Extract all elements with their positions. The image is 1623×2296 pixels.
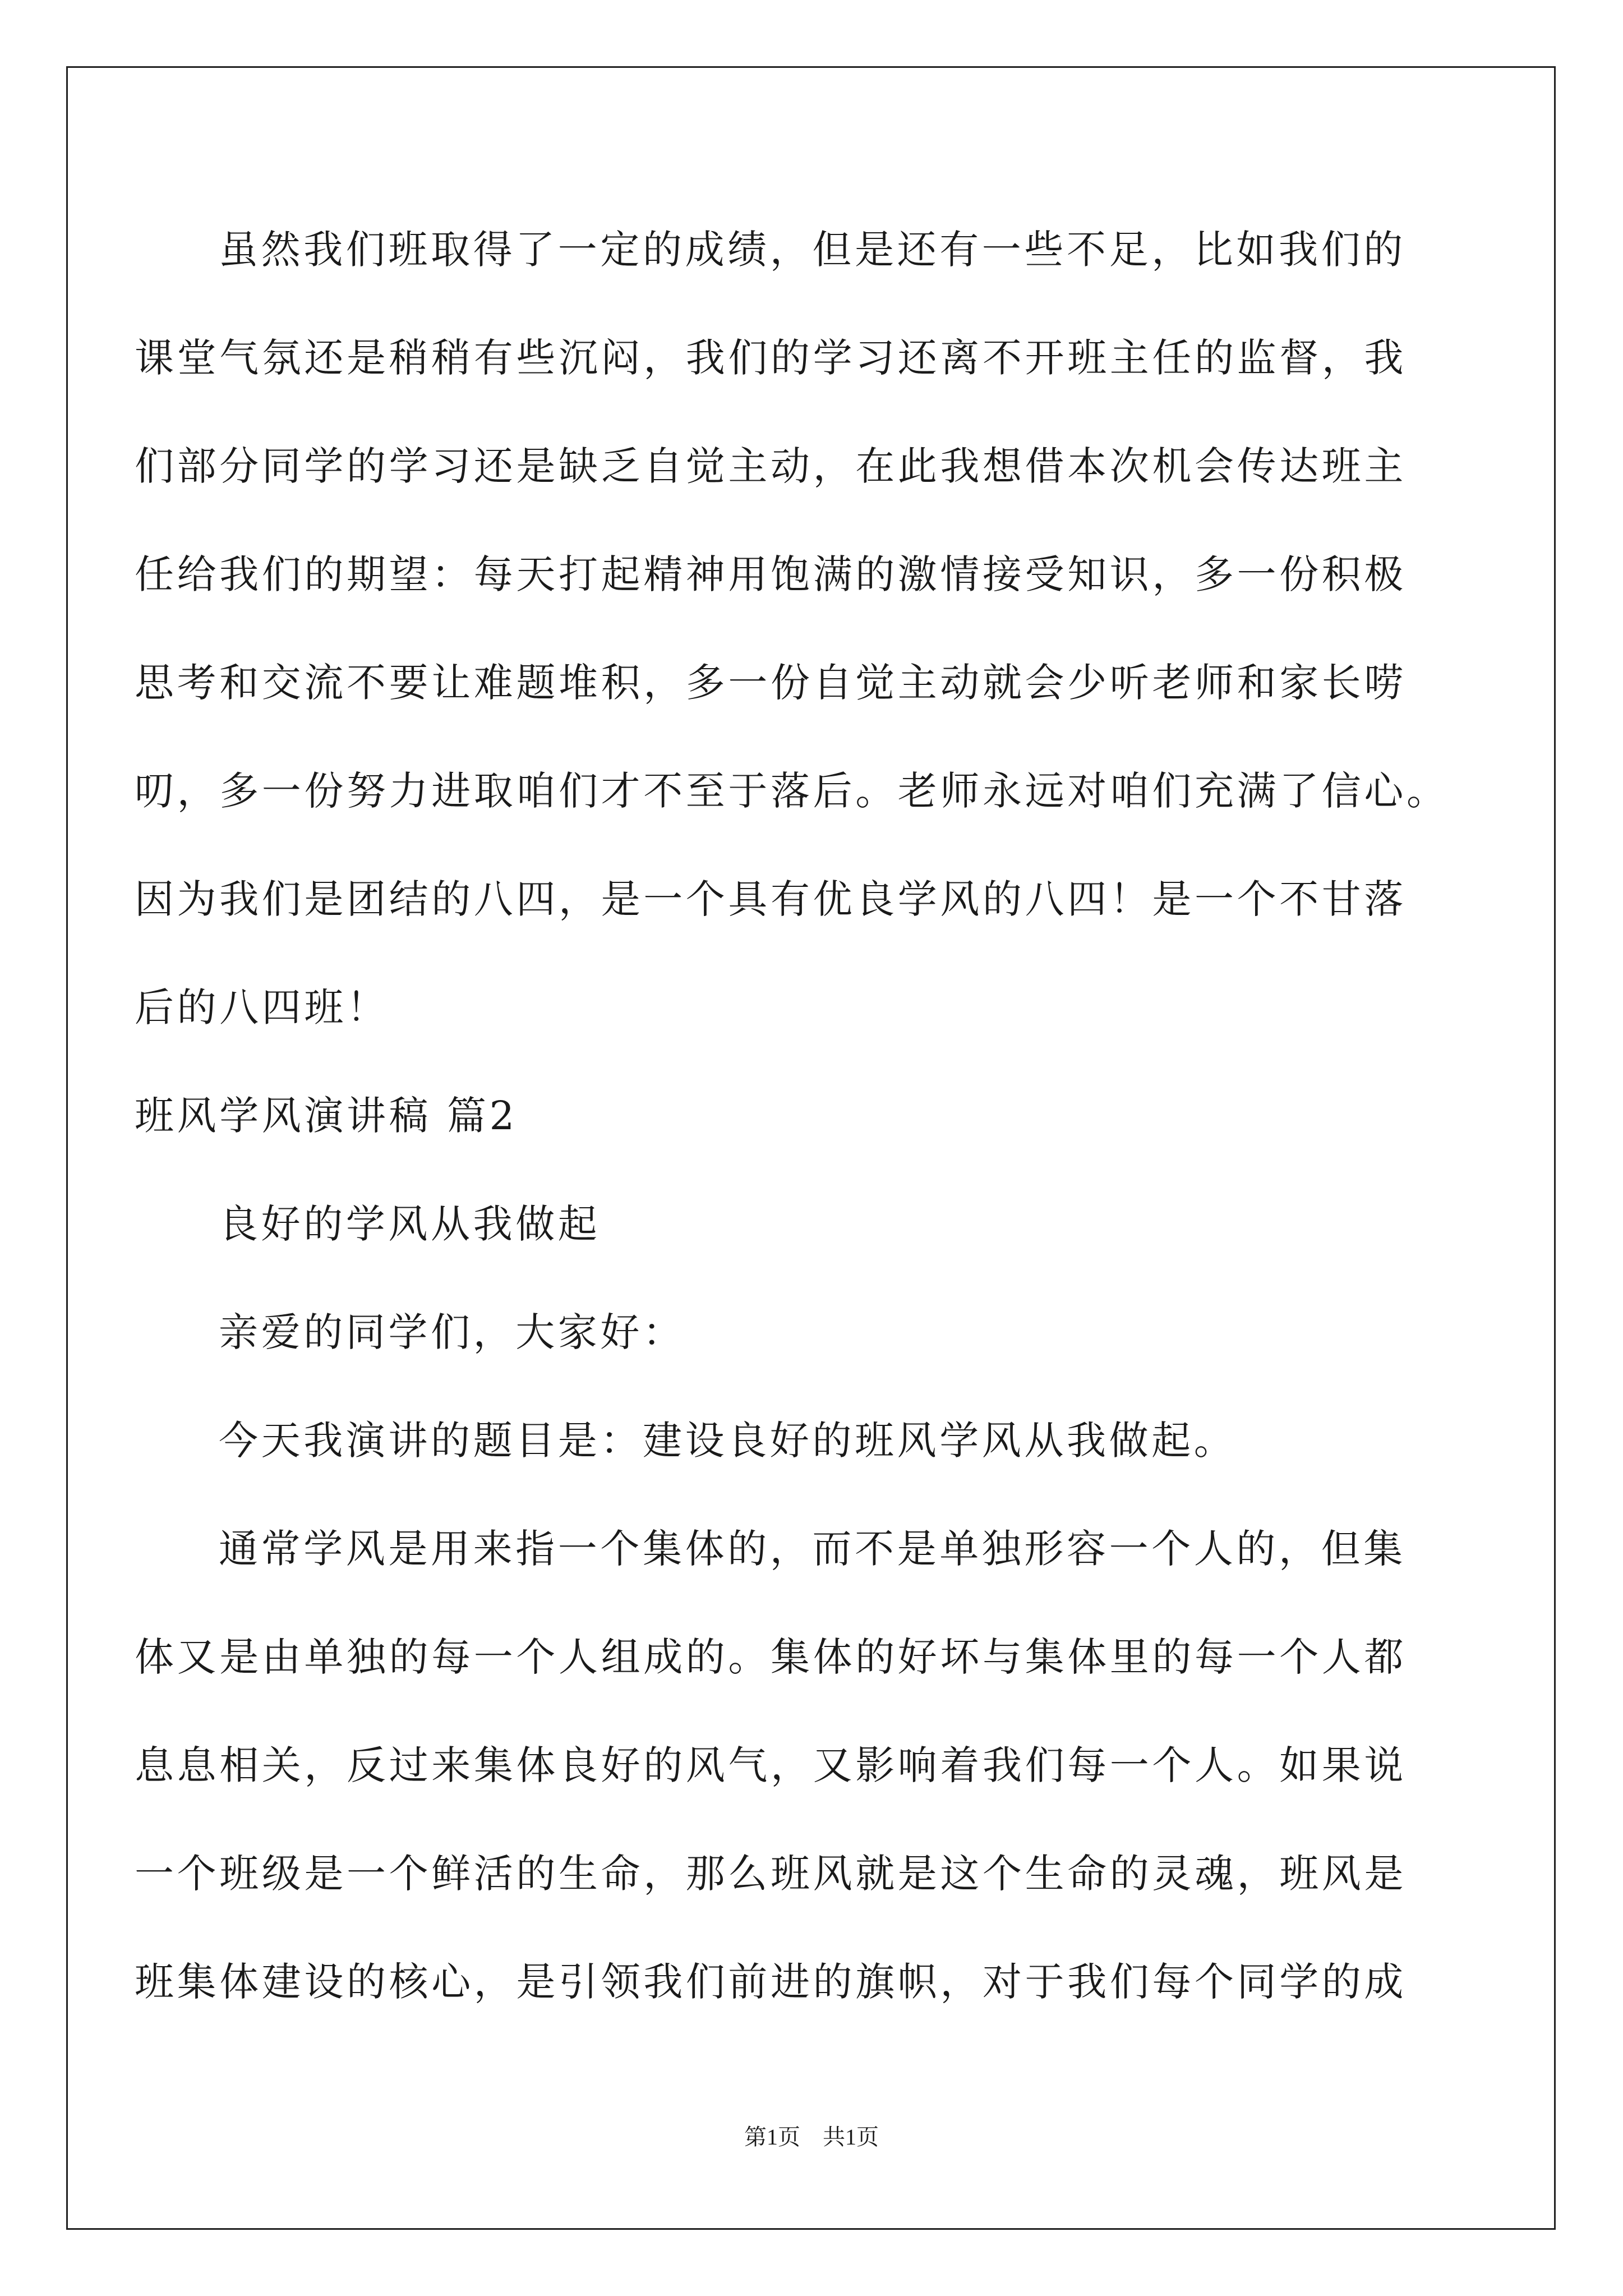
paragraph-line: 叨，多一份努力进取咱们才不至于落后。老师永远对咱们充满了信心。 — [135, 768, 1449, 814]
paragraph-line: 课堂气氛还是稍稍有些沉闷，我们的学习还离不开班主任的监督，我 — [135, 335, 1407, 381]
paragraph-line: 思考和交流不要让难题堆积，多一份自觉主动就会少听老师和家长唠 — [135, 660, 1407, 706]
paragraph-line: 虽然我们班取得了一定的成绩，但是还有一些不足，比如我们的 — [219, 227, 1406, 273]
greeting-line: 亲爱的同学们，大家好： — [219, 1309, 685, 1355]
paragraph-line: 通常学风是用来指一个集体的，而不是单独形容一个人的，但集 — [219, 1526, 1406, 1572]
page-number: 第1页 — [744, 2124, 800, 2150]
paragraph-line: 任给我们的期望：每天打起精神用饱满的激情接受知识，多一份积极 — [135, 551, 1407, 597]
paragraph-line: 因为我们是团结的八四，是一个具有优良学风的八四！是一个不甘落 — [135, 876, 1407, 922]
paragraph-line: 班集体建设的核心，是引领我们前进的旗帜，对于我们每个同学的成 — [135, 1959, 1407, 2005]
paragraph-line: 息息相关，反过来集体良好的风气，又影响着我们每一个人。如果说 — [135, 1742, 1407, 1788]
page-total: 共1页 — [823, 2124, 879, 2150]
paragraph-line: 体又是由单独的每一个人组成的。集体的好坏与集体里的每一个人都 — [135, 1634, 1407, 1680]
speech-title: 良好的学风从我做起 — [219, 1201, 601, 1247]
paragraph-line: 们部分同学的学习还是缺乏自觉主动，在此我想借本次机会传达班主 — [135, 443, 1407, 489]
paragraph-line: 今天我演讲的题目是：建设良好的班风学风从我做起。 — [219, 1418, 1237, 1464]
paragraph-line: 一个班级是一个鲜活的生命，那么班风就是这个生命的灵魂，班风是 — [135, 1851, 1407, 1897]
paragraph-line: 后的八四班！ — [135, 984, 389, 1030]
page-border — [66, 66, 1556, 2230]
page-footer — [0, 2123, 1623, 2151]
section-heading: 班风学风演讲稿 篇2 — [135, 1093, 518, 1139]
